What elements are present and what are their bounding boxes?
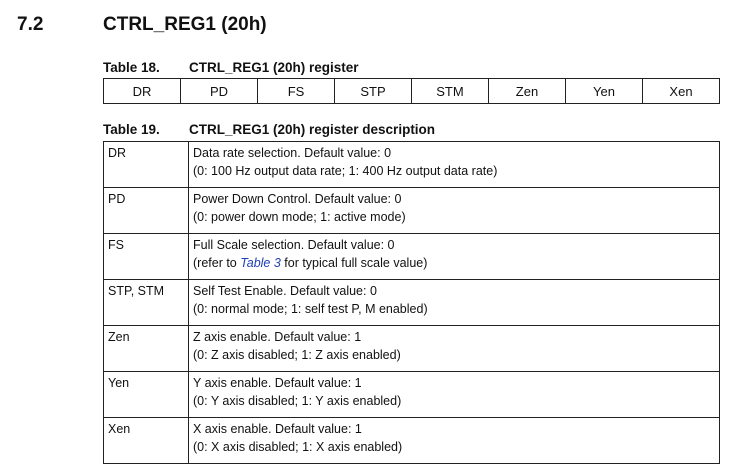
table-18-label: Table 18.	[103, 60, 160, 75]
field-description	[189, 188, 720, 234]
reference-suffix: for typical full scale value)	[280, 256, 428, 270]
bit-cell-dr: DR	[104, 79, 181, 104]
description-values	[193, 254, 715, 272]
bit-cell-yen: Yen	[566, 79, 643, 104]
field-name: Yen	[104, 372, 189, 418]
table-row	[104, 188, 720, 234]
description-values: (0: 100 Hz output data rate; 1: 400 Hz output data rate)	[193, 164, 498, 178]
table-row	[104, 280, 720, 326]
table-19-label: Table 19.	[103, 122, 160, 137]
register-description-table	[103, 141, 720, 464]
description-values: (0: Z axis disabled; 1: Z axis enabled)	[193, 348, 401, 362]
table-row	[104, 142, 720, 188]
field-description	[189, 418, 720, 464]
field-name: Zen	[104, 326, 189, 372]
bit-cell-pd: PD	[181, 79, 258, 104]
description-values: (0: power down mode; 1: active mode)	[193, 210, 406, 224]
table-3-link[interactable]: Table 3	[240, 256, 281, 270]
field-description	[189, 142, 720, 188]
description-line: Full Scale selection. Default value: 0	[193, 238, 395, 252]
table-row	[104, 372, 720, 418]
bit-cell-stp: STP	[335, 79, 412, 104]
description-line: Self Test Enable. Default value: 0	[193, 284, 377, 298]
description-values: (0: X axis disabled; 1: X axis enabled)	[193, 440, 403, 454]
description-line: Power Down Control. Default value: 0	[193, 192, 402, 206]
field-description	[189, 234, 720, 280]
table-row	[104, 326, 720, 372]
description-values: (0: Y axis disabled; 1: Y axis enabled)	[193, 394, 402, 408]
register-bit-table	[103, 78, 720, 104]
bit-cell-stm: STM	[412, 79, 489, 104]
table-18-caption	[103, 60, 359, 75]
field-name: PD	[104, 188, 189, 234]
table-row	[104, 234, 720, 280]
bit-cell-zen: Zen	[489, 79, 566, 104]
section-heading	[17, 14, 267, 36]
description-line: Y axis enable. Default value: 1	[193, 376, 362, 390]
section-title: CTRL_REG1 (20h)	[103, 14, 267, 35]
field-name: STP, STM	[104, 280, 189, 326]
register-bit-row	[104, 79, 720, 104]
table-18-title: CTRL_REG1 (20h) register	[189, 60, 359, 75]
field-description	[189, 280, 720, 326]
table-19-caption	[103, 122, 435, 137]
field-description	[189, 372, 720, 418]
field-description	[189, 326, 720, 372]
table-19-title: CTRL_REG1 (20h) register description	[189, 122, 436, 137]
field-name: DR	[104, 142, 189, 188]
field-name: FS	[104, 234, 189, 280]
reference-prefix: (refer to	[193, 256, 241, 270]
field-name: Xen	[104, 418, 189, 464]
description-values: (0: normal mode; 1: self test P, M enabled)	[193, 302, 428, 316]
bit-cell-fs: FS	[258, 79, 335, 104]
description-line: X axis enable. Default value: 1	[193, 422, 362, 436]
description-line: Z axis enable. Default value: 1	[193, 330, 362, 344]
description-line: Data rate selection. Default value: 0	[193, 146, 392, 160]
section-number: 7.2	[17, 14, 44, 35]
table-row	[104, 418, 720, 464]
bit-cell-xen: Xen	[643, 79, 720, 104]
